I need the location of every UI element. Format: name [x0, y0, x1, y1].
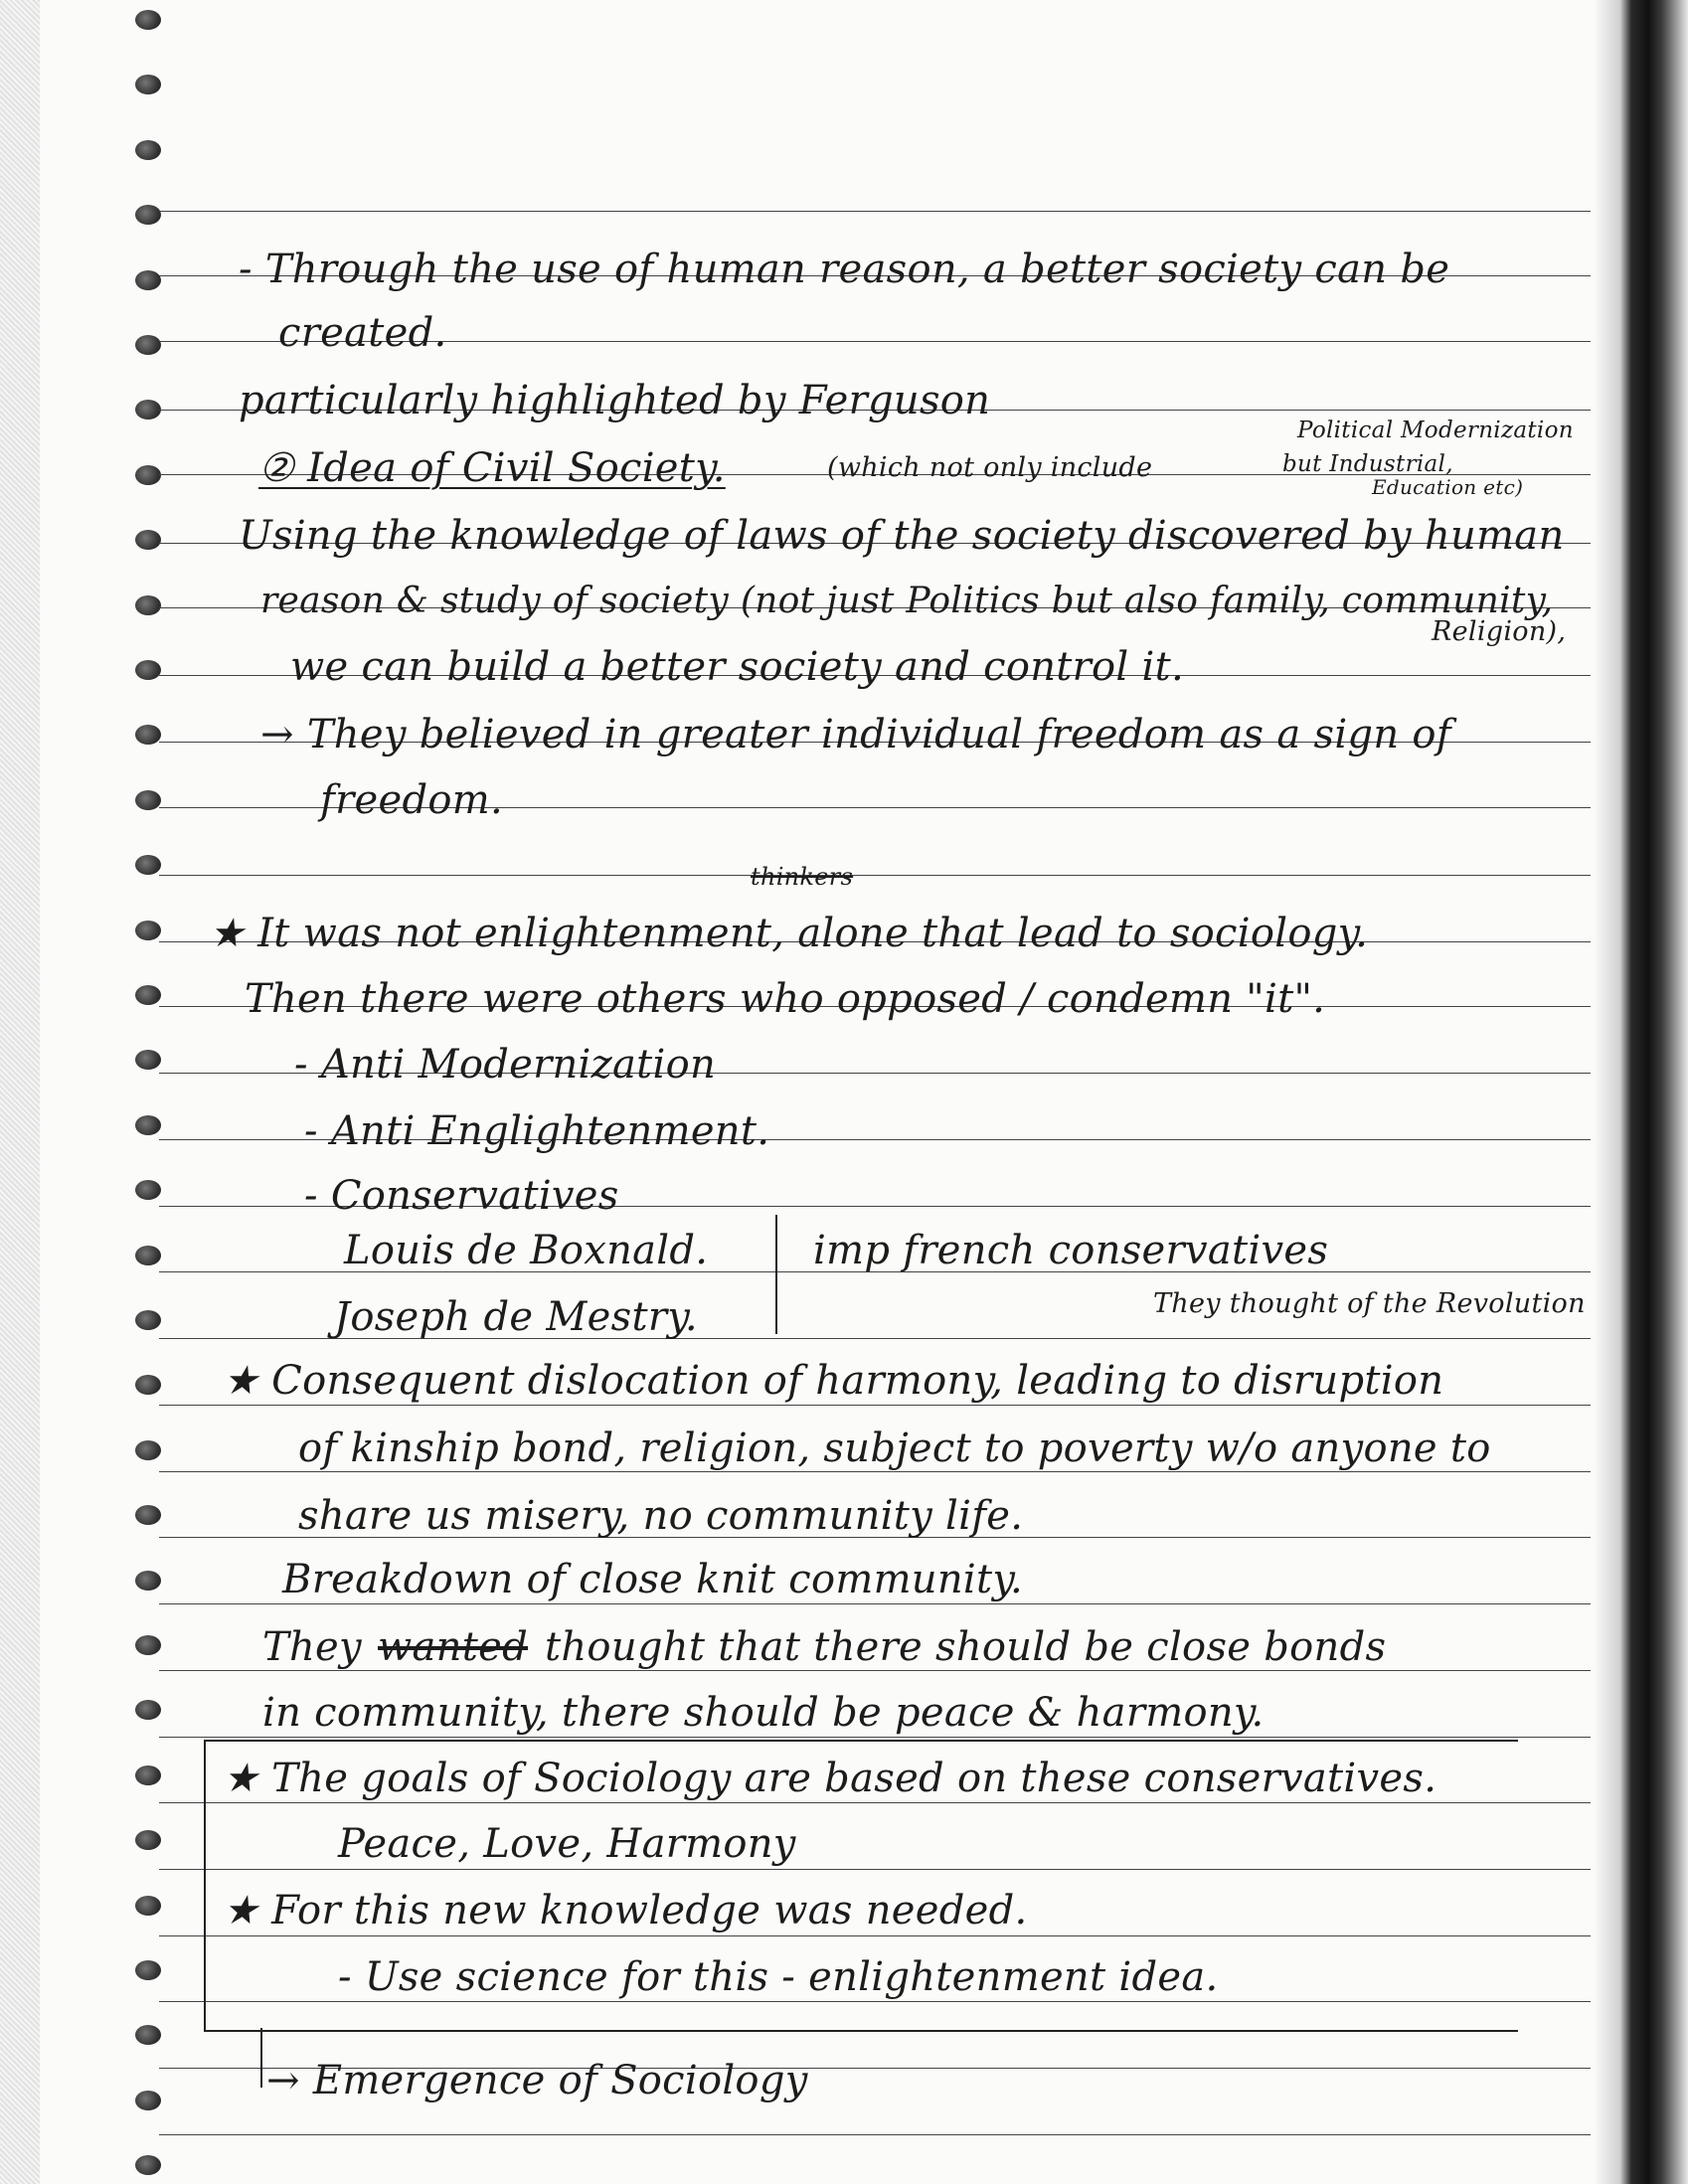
binder-hole: [135, 1571, 161, 1591]
note-line: created.: [278, 310, 447, 356]
note-line: we can build a better society and control it.: [290, 644, 1185, 690]
note-line: Religion),: [1432, 616, 1567, 647]
ruled-line: [159, 1737, 1591, 1738]
binder-hole: [135, 1635, 161, 1655]
binder-hole: [135, 855, 161, 875]
note-line: - Use science for this - enlightenment idea.: [338, 1954, 1219, 2000]
ruled-line: [159, 875, 1591, 876]
note-line: share us misery, no community life.: [298, 1493, 1024, 1539]
ruled-line: [159, 2134, 1591, 2135]
note-line: - Through the use of human reason, a better society can be: [239, 247, 1450, 292]
note-line: imp french conservatives: [813, 1228, 1329, 1273]
note-line: Joseph de Mestry.: [334, 1294, 698, 1340]
binder-hole: [135, 75, 161, 94]
binder-hole: [135, 1115, 161, 1135]
note-line: They: [262, 1624, 362, 1670]
binder-hole: [135, 1765, 161, 1785]
note-line: ★ Consequent dislocation of harmony, leading to disruption: [223, 1358, 1444, 1404]
binder-hole: [135, 985, 161, 1005]
binder-hole: [135, 335, 161, 355]
binder-hole: [135, 270, 161, 290]
list-item: - Anti Modernization: [294, 1042, 717, 1088]
binder-hole: [135, 1375, 161, 1395]
note-line: freedom.: [320, 777, 504, 823]
list-item: - Conservatives: [304, 1173, 619, 1219]
ruled-line: [159, 1603, 1591, 1604]
margin-note: Education etc): [1372, 475, 1524, 499]
binder-hole: [135, 921, 161, 940]
binder-hole: [135, 1310, 161, 1330]
binder-hole: [135, 595, 161, 615]
note-line: → They believed in greater individual freedom as a sign of: [260, 712, 1451, 757]
binder-hole: [135, 1505, 161, 1525]
grouping-bracket: [775, 1215, 777, 1334]
binder-hole: [135, 2091, 161, 2110]
margin-note: Political Modernization: [1297, 418, 1574, 443]
binder-hole: [135, 1050, 161, 1070]
note-line: Using the knowledge of laws of the society discovered by human: [239, 513, 1565, 559]
note-line: in community, there should be peace & harmony.: [262, 1690, 1265, 1736]
binder-hole: [135, 1960, 161, 1980]
note-line: Louis de Boxnald.: [344, 1228, 709, 1273]
binder-hole: [135, 1246, 161, 1265]
note-line: of kinship bond, religion, subject to poverty w/o anyone to: [298, 1426, 1491, 1471]
binder-hole: [135, 1440, 161, 1460]
binder-hole: [135, 2025, 161, 2045]
notebook-binding: [1594, 0, 1688, 2184]
arrow-stem: [260, 2028, 262, 2088]
note-line: ★ It was not enlightenment, alone that lead to sociology.: [209, 911, 1369, 956]
binder-hole: [135, 1830, 161, 1850]
ruled-line: [159, 1405, 1591, 1406]
note-line: ★ For this new knowledge was needed.: [223, 1888, 1028, 1933]
note-line: (which not only include: [827, 452, 1153, 483]
list-item: - Anti Englightenment.: [304, 1108, 770, 1154]
binder-hole: [135, 1180, 161, 1200]
note-line: Peace, Love, Harmony: [338, 1821, 796, 1867]
note-line: ★ The goals of Sociology are based on these conservatives.: [223, 1756, 1437, 1801]
binder-hole: [135, 10, 161, 30]
binder-hole: [135, 725, 161, 745]
binder-hole: [135, 465, 161, 485]
ruled-line: [159, 1471, 1591, 1472]
struck-word: wanted: [378, 1624, 528, 1670]
section-heading: ② Idea of Civil Society.: [258, 445, 726, 491]
note-line: reason & study of society (not just Politics but also family, community,: [260, 581, 1554, 621]
binder-hole: [135, 2155, 161, 2175]
note-line: Breakdown of close knit community.: [282, 1557, 1023, 1602]
binder-hole: [135, 1896, 161, 1916]
ruled-line: [159, 211, 1591, 212]
binder-hole: [135, 660, 161, 680]
binder-hole: [135, 790, 161, 810]
note-line: Then there were others who opposed / condemn "it".: [245, 976, 1326, 1022]
note-line: thought that there should be close bonds: [545, 1624, 1387, 1670]
margin-note: thinkers: [751, 863, 854, 891]
binder-hole: [135, 205, 161, 225]
note-line: particularly highlighted by Ferguson: [239, 378, 991, 423]
ruled-line: [159, 1670, 1591, 1671]
binder-hole: [135, 1700, 161, 1720]
scan-edge: [0, 0, 40, 2184]
note-line: → Emergence of Sociology: [266, 2058, 808, 2103]
binder-hole: [135, 140, 161, 160]
binder-hole: [135, 400, 161, 420]
margin-note: but Industrial,: [1282, 451, 1453, 477]
binder-hole: [135, 530, 161, 550]
margin-note: They thought of the Revolution: [1153, 1288, 1586, 1319]
